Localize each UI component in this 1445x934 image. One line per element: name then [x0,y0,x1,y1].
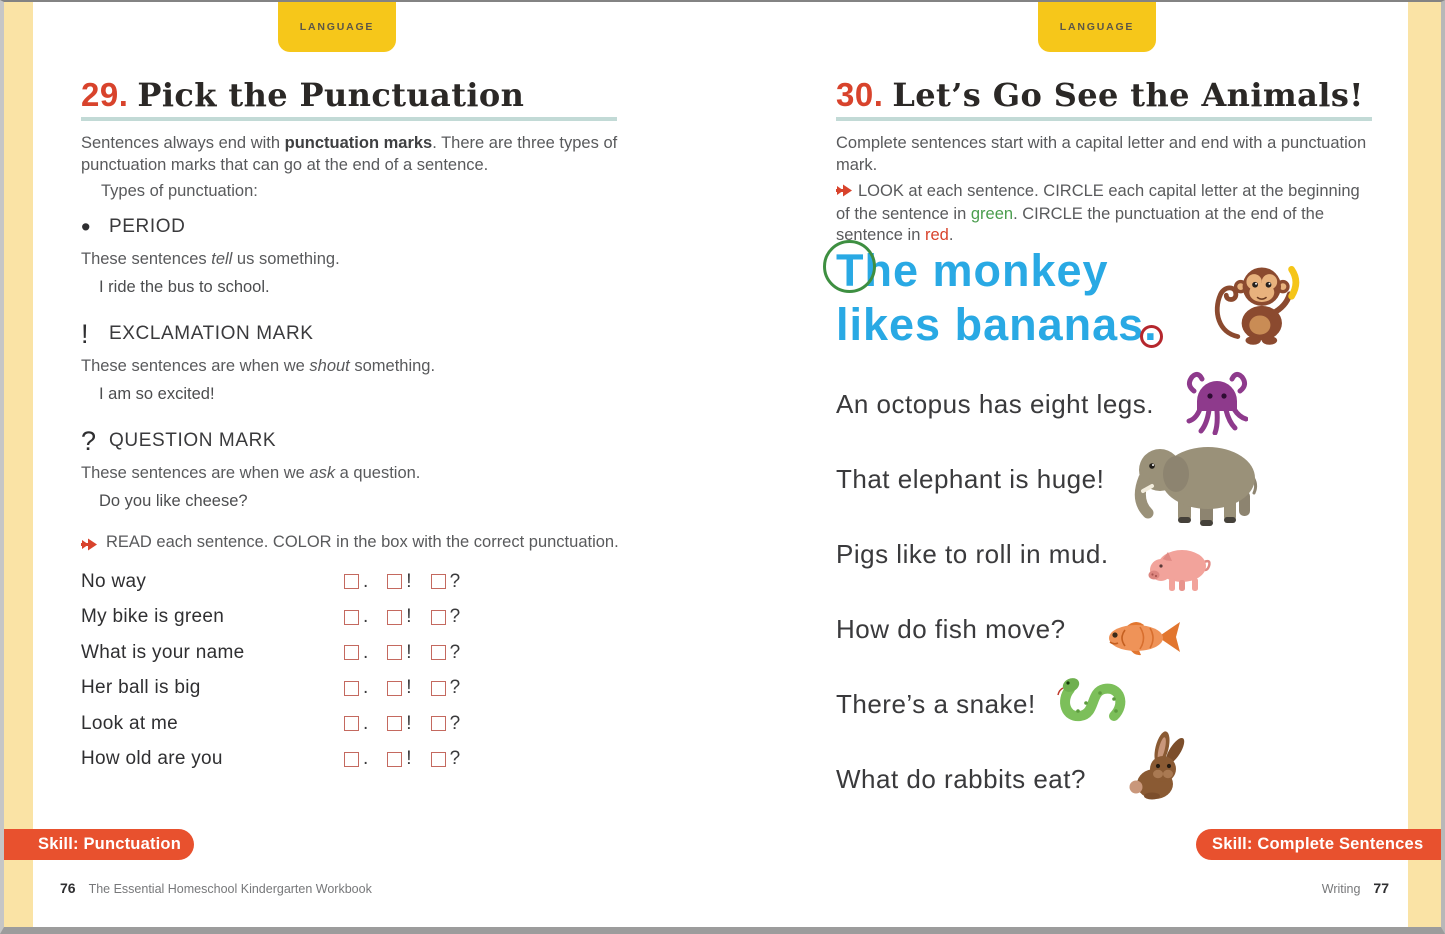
checkbox-option [344,748,368,770]
red-word: red [924,226,949,244]
checkbox-options [344,677,460,699]
checkbox-option [431,571,461,593]
checkbox-options [344,642,460,664]
exercise-row [81,748,621,771]
sentence-row [836,667,1382,742]
lesson-number: 29. [81,76,129,113]
page-title-right [836,76,1364,114]
punctuation-checkbox[interactable] [344,716,359,731]
punctuation-name: PERIOD [109,216,186,237]
checkbox-option [387,571,411,593]
punctuation-mark-label: ? [449,712,461,734]
page-edge-right [1408,2,1441,927]
punctuation-checkbox[interactable] [387,716,402,731]
checkbox-option [431,606,461,628]
punctuation-symbol: • [81,212,91,242]
punctuation-checkbox[interactable] [387,610,402,625]
checkbox-option [387,606,411,628]
intro-paragraph: Sentences always end with punctuation marks. There are three types of punctuation marks that can go at the end of a sentence. [81,134,618,174]
punctuation-checkbox[interactable] [344,681,359,696]
punctuation-type [81,319,621,405]
punctuation-symbol: ! [81,319,89,349]
checkbox-option [344,677,368,699]
punctuation-checkbox[interactable] [431,645,446,660]
octopus-illustration [1186,371,1248,435]
checkbox-option [431,713,461,735]
checkbox-option [387,748,411,770]
exercise-sentence: My bike is green [81,606,225,627]
directions-left [81,532,621,558]
double-arrow-icon [836,182,853,204]
checkbox-options [344,606,460,628]
exercise-sentence: Her ball is big [81,677,201,698]
punctuation-checkbox[interactable] [387,574,402,589]
language-tab-left: LANGUAGE [278,2,396,52]
exercise-sentence: What is your name [81,641,245,663]
lesson-number: 30. [836,76,884,113]
punctuation-mark-label: ? [449,748,461,769]
sentence-row [836,517,1382,592]
punctuation-checkbox[interactable] [431,681,446,696]
sentence-text: An octopus has eight legs. [836,389,1154,419]
punctuation-description: These sentences are when we ask a question. [81,464,421,482]
title-underline [836,117,1372,121]
punctuation-checkbox[interactable] [344,752,359,767]
punctuation-type-heading [81,426,621,456]
checkbox-option [344,606,368,628]
green-word: green [970,204,1014,223]
punctuation-mark-label: ! [406,748,412,769]
fish-illustration [1100,614,1184,660]
punctuation-mark-label: ! [406,641,412,663]
punctuation-mark-label: ! [406,570,412,592]
punctuation-type-heading [81,319,621,349]
example-sentence: I ride the bus to school. [99,278,270,296]
exercise-row [81,712,621,735]
skill-badge-left: Skill: Punctuation [4,829,194,860]
page-edge-left [4,2,33,927]
page-left [81,2,627,927]
footer-right [1322,880,1389,896]
punctuation-name: QUESTION MARK [109,430,277,451]
exercise-sentence: How old are you [81,748,223,769]
exercise-sentence: Look at me [81,712,178,734]
bold-term: punctuation marks [284,134,433,152]
checkbox-option [387,642,411,664]
sentence-text: There’s a snake! [836,689,1036,719]
punctuation-checkbox[interactable] [387,752,402,767]
italic-word: tell [211,250,233,268]
checkbox-option [387,677,411,699]
sentence-text: What do rabbits eat? [836,764,1086,794]
green-circled-letter: T [836,245,865,296]
punctuation-checkbox[interactable] [431,716,446,731]
punctuation-mark-label: ! [406,712,412,734]
sentence-row [836,592,1382,667]
monkey-illustration [1208,254,1306,350]
punctuation-mark-label: ? [449,570,461,592]
punctuation-types [81,212,621,533]
exercise-row [81,570,621,593]
punctuation-mark-label: ! [406,677,412,698]
punctuation-symbol: ? [81,426,97,456]
directions-text: READ each sentence. COLOR in the box with the correct punctuation. [106,533,619,551]
italic-word: ask [309,464,336,482]
punctuation-mark-label: . [363,570,369,592]
sentence-row [836,742,1382,817]
punctuation-mark-label: ! [406,606,412,627]
skill-badge-right: Skill: Complete Sentences [1196,829,1441,860]
punctuation-checkbox[interactable] [387,645,402,660]
punctuation-mark-label: ? [449,606,461,627]
red-circled-period: . [1144,299,1158,350]
directions-right: LOOK at each sentence. CIRCLE each capital letter at the beginning of the sentence in green. CIRCLE the punctuation at the end of the sentence in red. [836,182,1360,244]
punctuation-checkbox[interactable] [387,681,402,696]
punctuation-mark-label: . [363,641,369,663]
types-label: Types of punctuation: [101,182,258,200]
page-number: 77 [1373,880,1389,896]
punctuation-mark-label: . [363,748,369,769]
title-underline [81,117,617,121]
lesson-title: Pick the Punctuation [137,76,525,114]
punctuation-checkbox[interactable] [431,610,446,625]
example-sentence: The monkey likes bananas. [836,244,1382,352]
language-tab-right: LANGUAGE [1038,2,1156,52]
checkbox-option [431,642,461,664]
punctuation-description: These sentences are when we shout something. [81,357,436,375]
punctuation-type [81,426,621,512]
checkbox-option [344,571,368,593]
page-right [836,2,1382,927]
punctuation-mark-label: ? [449,677,461,698]
sentence-text: That elephant is huge! [836,464,1105,494]
punctuation-mark-label: . [363,606,369,627]
checkbox-option [431,677,461,699]
punctuation-checkbox[interactable] [344,645,359,660]
snake-illustration [1056,673,1130,737]
elephant-illustration [1130,436,1262,528]
punctuation-mark-label: ? [449,641,461,663]
checkbox-option [387,713,411,735]
punctuation-checkbox[interactable] [431,574,446,589]
checkbox-option [344,642,368,664]
punctuation-checkbox[interactable] [344,610,359,625]
footer-left [60,880,372,896]
section-name: Writing [1321,882,1361,896]
sentence-text: How do fish move? [836,614,1066,644]
pig-illustration [1148,540,1212,592]
page-title-left [81,76,524,114]
intro-paragraph: Complete sentences start with a capital letter and end with a punctuation mark. [836,134,1367,174]
punctuation-type [81,212,621,298]
example-sentence: I am so excited! [99,385,215,403]
lesson-title: Let’s Go See the Animals! [892,76,1364,114]
checkbox-option [344,713,368,735]
exercise-sentence: No way [81,570,147,592]
italic-word: shout [309,357,350,375]
exercise-list [81,570,621,783]
exercise-row [81,641,621,664]
punctuation-description: These sentences tell us something. [81,250,340,268]
page-number: 76 [60,880,76,896]
sentence-text: Pigs like to roll in mud. [836,539,1109,569]
example-sentence: Do you like cheese? [99,492,248,510]
sentence-list [836,367,1382,817]
book-title: The Essential Homeschool Kindergarten Workbook [88,882,372,896]
punctuation-mark-label: . [363,677,369,698]
punctuation-checkbox[interactable] [344,574,359,589]
checkbox-options [344,748,460,770]
punctuation-checkbox[interactable] [431,752,446,767]
punctuation-name: EXCLAMATION MARK [109,323,314,344]
checkbox-option [431,748,461,770]
punctuation-mark-label: . [363,712,369,734]
double-arrow-icon [81,536,98,558]
exercise-row [81,606,621,629]
checkbox-options [344,571,460,593]
sentence-row [836,442,1382,517]
rabbit-illustration [1122,728,1190,800]
punctuation-type-heading [81,212,621,242]
checkbox-options [344,713,460,735]
exercise-row [81,677,621,700]
sentence-row [836,367,1382,442]
